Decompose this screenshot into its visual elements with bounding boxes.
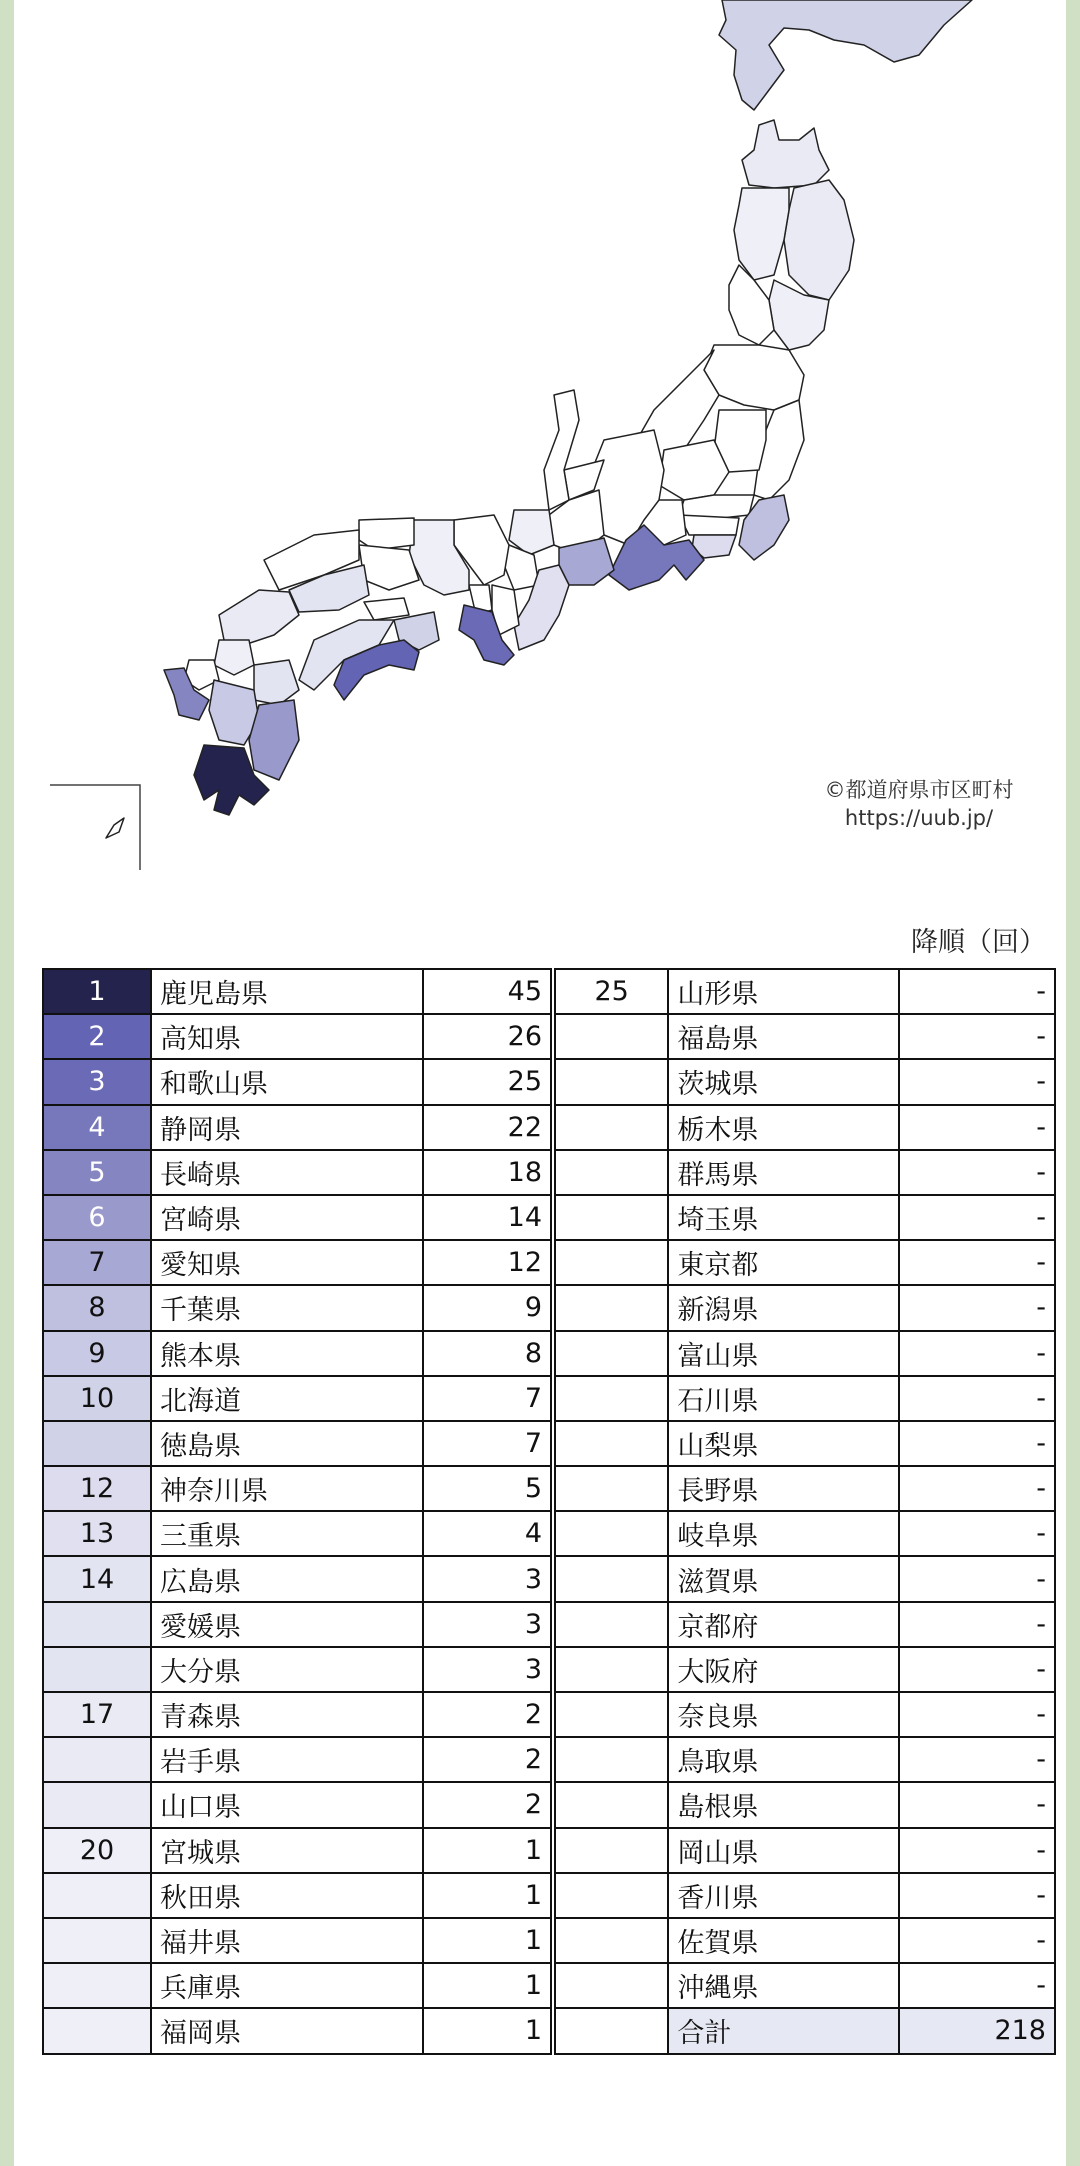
prefecture-name-cell: 大分県 — [151, 1647, 423, 1692]
prefecture-name-cell: 島根県 — [668, 1782, 899, 1827]
table-row — [555, 1331, 1055, 1376]
count-cell: 7 — [423, 1421, 551, 1466]
prefecture-name-cell: 愛媛県 — [151, 1602, 423, 1647]
table-row — [555, 1195, 1055, 1240]
japan-map-svg — [14, 0, 1066, 900]
prefecture-name-cell: 愛知県 — [151, 1240, 423, 1285]
count-cell: 1 — [423, 1873, 551, 1918]
rank-cell — [555, 1285, 668, 1330]
rank-cell — [555, 1782, 668, 1827]
table-row — [43, 1240, 551, 1285]
prefecture-name-cell: 神奈川県 — [151, 1466, 423, 1511]
rank-cell: 8 — [43, 1285, 151, 1330]
rank-cell — [43, 2008, 151, 2053]
count-cell: - — [899, 1737, 1055, 1782]
region-oita — [254, 660, 299, 705]
table-row — [555, 1828, 1055, 1873]
prefecture-name-cell: 奈良県 — [668, 1692, 899, 1737]
count-cell: 25 — [423, 1059, 551, 1104]
count-cell: - — [899, 1240, 1055, 1285]
total-rank-cell — [555, 2008, 668, 2053]
total-value-cell: 218 — [899, 2008, 1055, 2053]
count-cell: - — [899, 1195, 1055, 1240]
prefecture-name-cell: 栃木県 — [668, 1105, 899, 1150]
table-row — [43, 1602, 551, 1647]
count-cell: - — [899, 1647, 1055, 1692]
prefecture-name-cell: 千葉県 — [151, 1285, 423, 1330]
prefecture-name-cell: 滋賀県 — [668, 1556, 899, 1601]
prefecture-name-cell: 新潟県 — [668, 1285, 899, 1330]
table-row — [43, 1556, 551, 1601]
rank-cell: 4 — [43, 1105, 151, 1150]
prefecture-name-cell: 佐賀県 — [668, 1918, 899, 1963]
count-cell: 8 — [423, 1331, 551, 1376]
table-row — [555, 1105, 1055, 1150]
rank-cell: 13 — [43, 1511, 151, 1556]
rank-cell — [555, 1331, 668, 1376]
prefecture-name-cell: 青森県 — [151, 1692, 423, 1737]
count-cell: 26 — [423, 1014, 551, 1059]
table-row — [43, 2008, 551, 2053]
prefecture-name-cell: 群馬県 — [668, 1150, 899, 1195]
rank-cell — [555, 1466, 668, 1511]
count-cell: - — [899, 1782, 1055, 1827]
table-row — [555, 1692, 1055, 1737]
rank-cell — [555, 1828, 668, 1873]
table-row — [555, 1240, 1055, 1285]
region-okayama — [359, 545, 419, 590]
prefecture-name-cell: 高知県 — [151, 1014, 423, 1059]
table-row — [43, 1873, 551, 1918]
prefecture-name-cell: 秋田県 — [151, 1873, 423, 1918]
prefecture-name-cell: 岡山県 — [668, 1828, 899, 1873]
table-row — [43, 1331, 551, 1376]
japan-choropleth-map — [14, 0, 1066, 900]
count-cell: 3 — [423, 1647, 551, 1692]
count-cell: - — [899, 1963, 1055, 2008]
rank-cell: 9 — [43, 1331, 151, 1376]
count-cell: - — [899, 1014, 1055, 1059]
rank-cell — [555, 1421, 668, 1466]
count-cell: - — [899, 1376, 1055, 1421]
count-cell: 3 — [423, 1602, 551, 1647]
count-cell: - — [899, 1828, 1055, 1873]
ranking-table-right — [554, 968, 1056, 2055]
region-tokyo — [679, 515, 739, 535]
table-row — [43, 1014, 551, 1059]
table-row — [43, 1828, 551, 1873]
map-credit — [804, 776, 1034, 832]
table-row — [43, 1963, 551, 2008]
table-row — [555, 1014, 1055, 1059]
rank-cell — [43, 1647, 151, 1692]
rank-cell: 20 — [43, 1828, 151, 1873]
rank-cell: 2 — [43, 1014, 151, 1059]
count-cell: - — [899, 1285, 1055, 1330]
rank-cell: 12 — [43, 1466, 151, 1511]
table-row — [555, 1511, 1055, 1556]
rank-cell — [43, 1421, 151, 1466]
count-cell: - — [899, 1602, 1055, 1647]
rank-cell — [555, 1602, 668, 1647]
prefecture-name-cell: 徳島県 — [151, 1421, 423, 1466]
rank-cell — [555, 1376, 668, 1421]
prefecture-name-cell: 東京都 — [668, 1240, 899, 1285]
prefecture-name-cell: 大阪府 — [668, 1647, 899, 1692]
map-credit-line1: ©都道府県市区町村 — [824, 778, 1014, 802]
prefecture-name-cell: 京都府 — [668, 1602, 899, 1647]
rank-cell — [555, 1692, 668, 1737]
prefecture-name-cell: 長崎県 — [151, 1150, 423, 1195]
sort-order-label: 降順（回） — [911, 927, 1046, 958]
rank-cell — [43, 1963, 151, 2008]
region-gunma — [659, 440, 729, 500]
region-akita — [734, 188, 789, 280]
prefecture-name-cell: 鹿児島県 — [151, 969, 423, 1014]
prefecture-name-cell: 岐阜県 — [668, 1511, 899, 1556]
table-row — [43, 1421, 551, 1466]
count-cell: 1 — [423, 2008, 551, 2053]
rank-cell: 7 — [43, 1240, 151, 1285]
count-cell: 1 — [423, 1963, 551, 2008]
region-fukushima — [704, 345, 804, 410]
table-row — [555, 1150, 1055, 1195]
prefecture-name-cell: 福島県 — [668, 1014, 899, 1059]
table-row — [43, 1511, 551, 1556]
count-cell: 3 — [423, 1556, 551, 1601]
ranking-table-left — [42, 968, 552, 2055]
table-row — [43, 1737, 551, 1782]
total-label-cell: 合計 — [668, 2008, 899, 2053]
count-cell: - — [899, 1331, 1055, 1376]
count-cell: 1 — [423, 1918, 551, 1963]
count-cell: 9 — [423, 1285, 551, 1330]
count-cell: 45 — [423, 969, 551, 1014]
rank-cell: 6 — [43, 1195, 151, 1240]
prefecture-name-cell: 広島県 — [151, 1556, 423, 1601]
rank-cell — [555, 1150, 668, 1195]
table-row — [43, 1059, 551, 1104]
prefecture-name-cell: 北海道 — [151, 1376, 423, 1421]
count-cell: - — [899, 1692, 1055, 1737]
prefecture-name-cell: 沖縄県 — [668, 1963, 899, 2008]
rank-cell: 1 — [43, 969, 151, 1014]
table-row — [555, 1873, 1055, 1918]
table-row — [555, 1963, 1055, 2008]
region-hokkaido — [719, 0, 972, 110]
prefecture-name-cell: 岩手県 — [151, 1737, 423, 1782]
prefecture-name-cell: 和歌山県 — [151, 1059, 423, 1104]
region-yamaguchi — [219, 590, 299, 645]
table-row — [43, 1782, 551, 1827]
rank-cell — [43, 1602, 151, 1647]
count-cell: - — [899, 1421, 1055, 1466]
count-cell: 18 — [423, 1150, 551, 1195]
count-cell: - — [899, 1873, 1055, 1918]
rank-cell — [555, 1963, 668, 2008]
rank-cell: 14 — [43, 1556, 151, 1601]
count-cell: 4 — [423, 1511, 551, 1556]
rank-cell — [555, 1105, 668, 1150]
rank-cell: 17 — [43, 1692, 151, 1737]
prefecture-name-cell: 福岡県 — [151, 2008, 423, 2053]
prefecture-name-cell: 熊本県 — [151, 1331, 423, 1376]
rank-cell — [43, 1737, 151, 1782]
rank-cell — [43, 1918, 151, 1963]
okinawa-inset-frame — [50, 785, 140, 870]
count-cell: 1 — [423, 1828, 551, 1873]
table-row — [555, 1782, 1055, 1827]
table-row — [43, 1918, 551, 1963]
rank-cell: 10 — [43, 1376, 151, 1421]
rank-cell — [555, 1240, 668, 1285]
rank-cell — [555, 1059, 668, 1104]
table-row — [555, 969, 1055, 1014]
table-row — [43, 1105, 551, 1150]
prefecture-name-cell: 山形県 — [668, 969, 899, 1014]
prefecture-name-cell: 山口県 — [151, 1782, 423, 1827]
prefecture-name-cell: 静岡県 — [151, 1105, 423, 1150]
region-iwate — [784, 180, 854, 300]
table-row — [555, 1285, 1055, 1330]
region-aomori — [742, 120, 829, 188]
rank-cell — [555, 1556, 668, 1601]
prefecture-name-cell: 福井県 — [151, 1918, 423, 1963]
prefecture-name-cell: 香川県 — [668, 1873, 899, 1918]
rank-cell — [555, 1195, 668, 1240]
count-cell: 14 — [423, 1195, 551, 1240]
table-row — [555, 1737, 1055, 1782]
table-row — [43, 969, 551, 1014]
prefecture-name-cell: 鳥取県 — [668, 1737, 899, 1782]
prefecture-name-cell: 長野県 — [668, 1466, 899, 1511]
page-frame — [14, 0, 1066, 2166]
prefecture-name-cell: 富山県 — [668, 1331, 899, 1376]
rank-cell — [555, 1511, 668, 1556]
table-row — [555, 1421, 1055, 1466]
total-row — [555, 2008, 1055, 2053]
count-cell: 2 — [423, 1737, 551, 1782]
table-row — [555, 1647, 1055, 1692]
rank-cell — [555, 1014, 668, 1059]
region-miyazaki — [249, 700, 299, 780]
count-cell: - — [899, 1918, 1055, 1963]
rank-cell — [43, 1782, 151, 1827]
table-row — [43, 1376, 551, 1421]
rank-cell — [43, 1873, 151, 1918]
table-row — [555, 1059, 1055, 1104]
rank-cell — [555, 1918, 668, 1963]
table-row — [555, 1556, 1055, 1601]
table-row — [555, 1918, 1055, 1963]
rank-cell — [555, 1647, 668, 1692]
table-row — [555, 1466, 1055, 1511]
count-cell: - — [899, 1466, 1055, 1511]
count-cell: 2 — [423, 1692, 551, 1737]
table-row — [43, 1195, 551, 1240]
count-cell: - — [899, 1556, 1055, 1601]
count-cell: - — [899, 1511, 1055, 1556]
prefecture-name-cell: 宮崎県 — [151, 1195, 423, 1240]
rank-cell — [555, 1873, 668, 1918]
prefecture-name-cell: 茨城県 — [668, 1059, 899, 1104]
count-cell: - — [899, 1059, 1055, 1104]
count-cell: 5 — [423, 1466, 551, 1511]
prefecture-name-cell: 埼玉県 — [668, 1195, 899, 1240]
count-cell: - — [899, 969, 1055, 1014]
prefecture-name-cell: 石川県 — [668, 1376, 899, 1421]
region-fukuoka — [214, 640, 254, 675]
rank-cell: 5 — [43, 1150, 151, 1195]
count-cell: 2 — [423, 1782, 551, 1827]
table-row — [555, 1376, 1055, 1421]
count-cell: 7 — [423, 1376, 551, 1421]
count-cell: 12 — [423, 1240, 551, 1285]
prefecture-name-cell: 山梨県 — [668, 1421, 899, 1466]
table-row — [555, 1602, 1055, 1647]
table-row — [43, 1150, 551, 1195]
map-credit-line2: https://uub.jp/ — [844, 806, 994, 830]
region-kagawa — [364, 598, 409, 620]
table-row — [43, 1647, 551, 1692]
count-cell: 22 — [423, 1105, 551, 1150]
prefecture-name-cell: 三重県 — [151, 1511, 423, 1556]
region-okinawa — [106, 818, 124, 838]
count-cell: - — [899, 1150, 1055, 1195]
rank-cell — [555, 1737, 668, 1782]
table-row — [43, 1466, 551, 1511]
prefecture-name-cell: 宮城県 — [151, 1828, 423, 1873]
prefecture-name-cell: 兵庫県 — [151, 1963, 423, 2008]
table-row — [43, 1692, 551, 1737]
rank-cell: 3 — [43, 1059, 151, 1104]
count-cell: - — [899, 1105, 1055, 1150]
rank-cell: 25 — [555, 969, 668, 1014]
table-row — [43, 1285, 551, 1330]
